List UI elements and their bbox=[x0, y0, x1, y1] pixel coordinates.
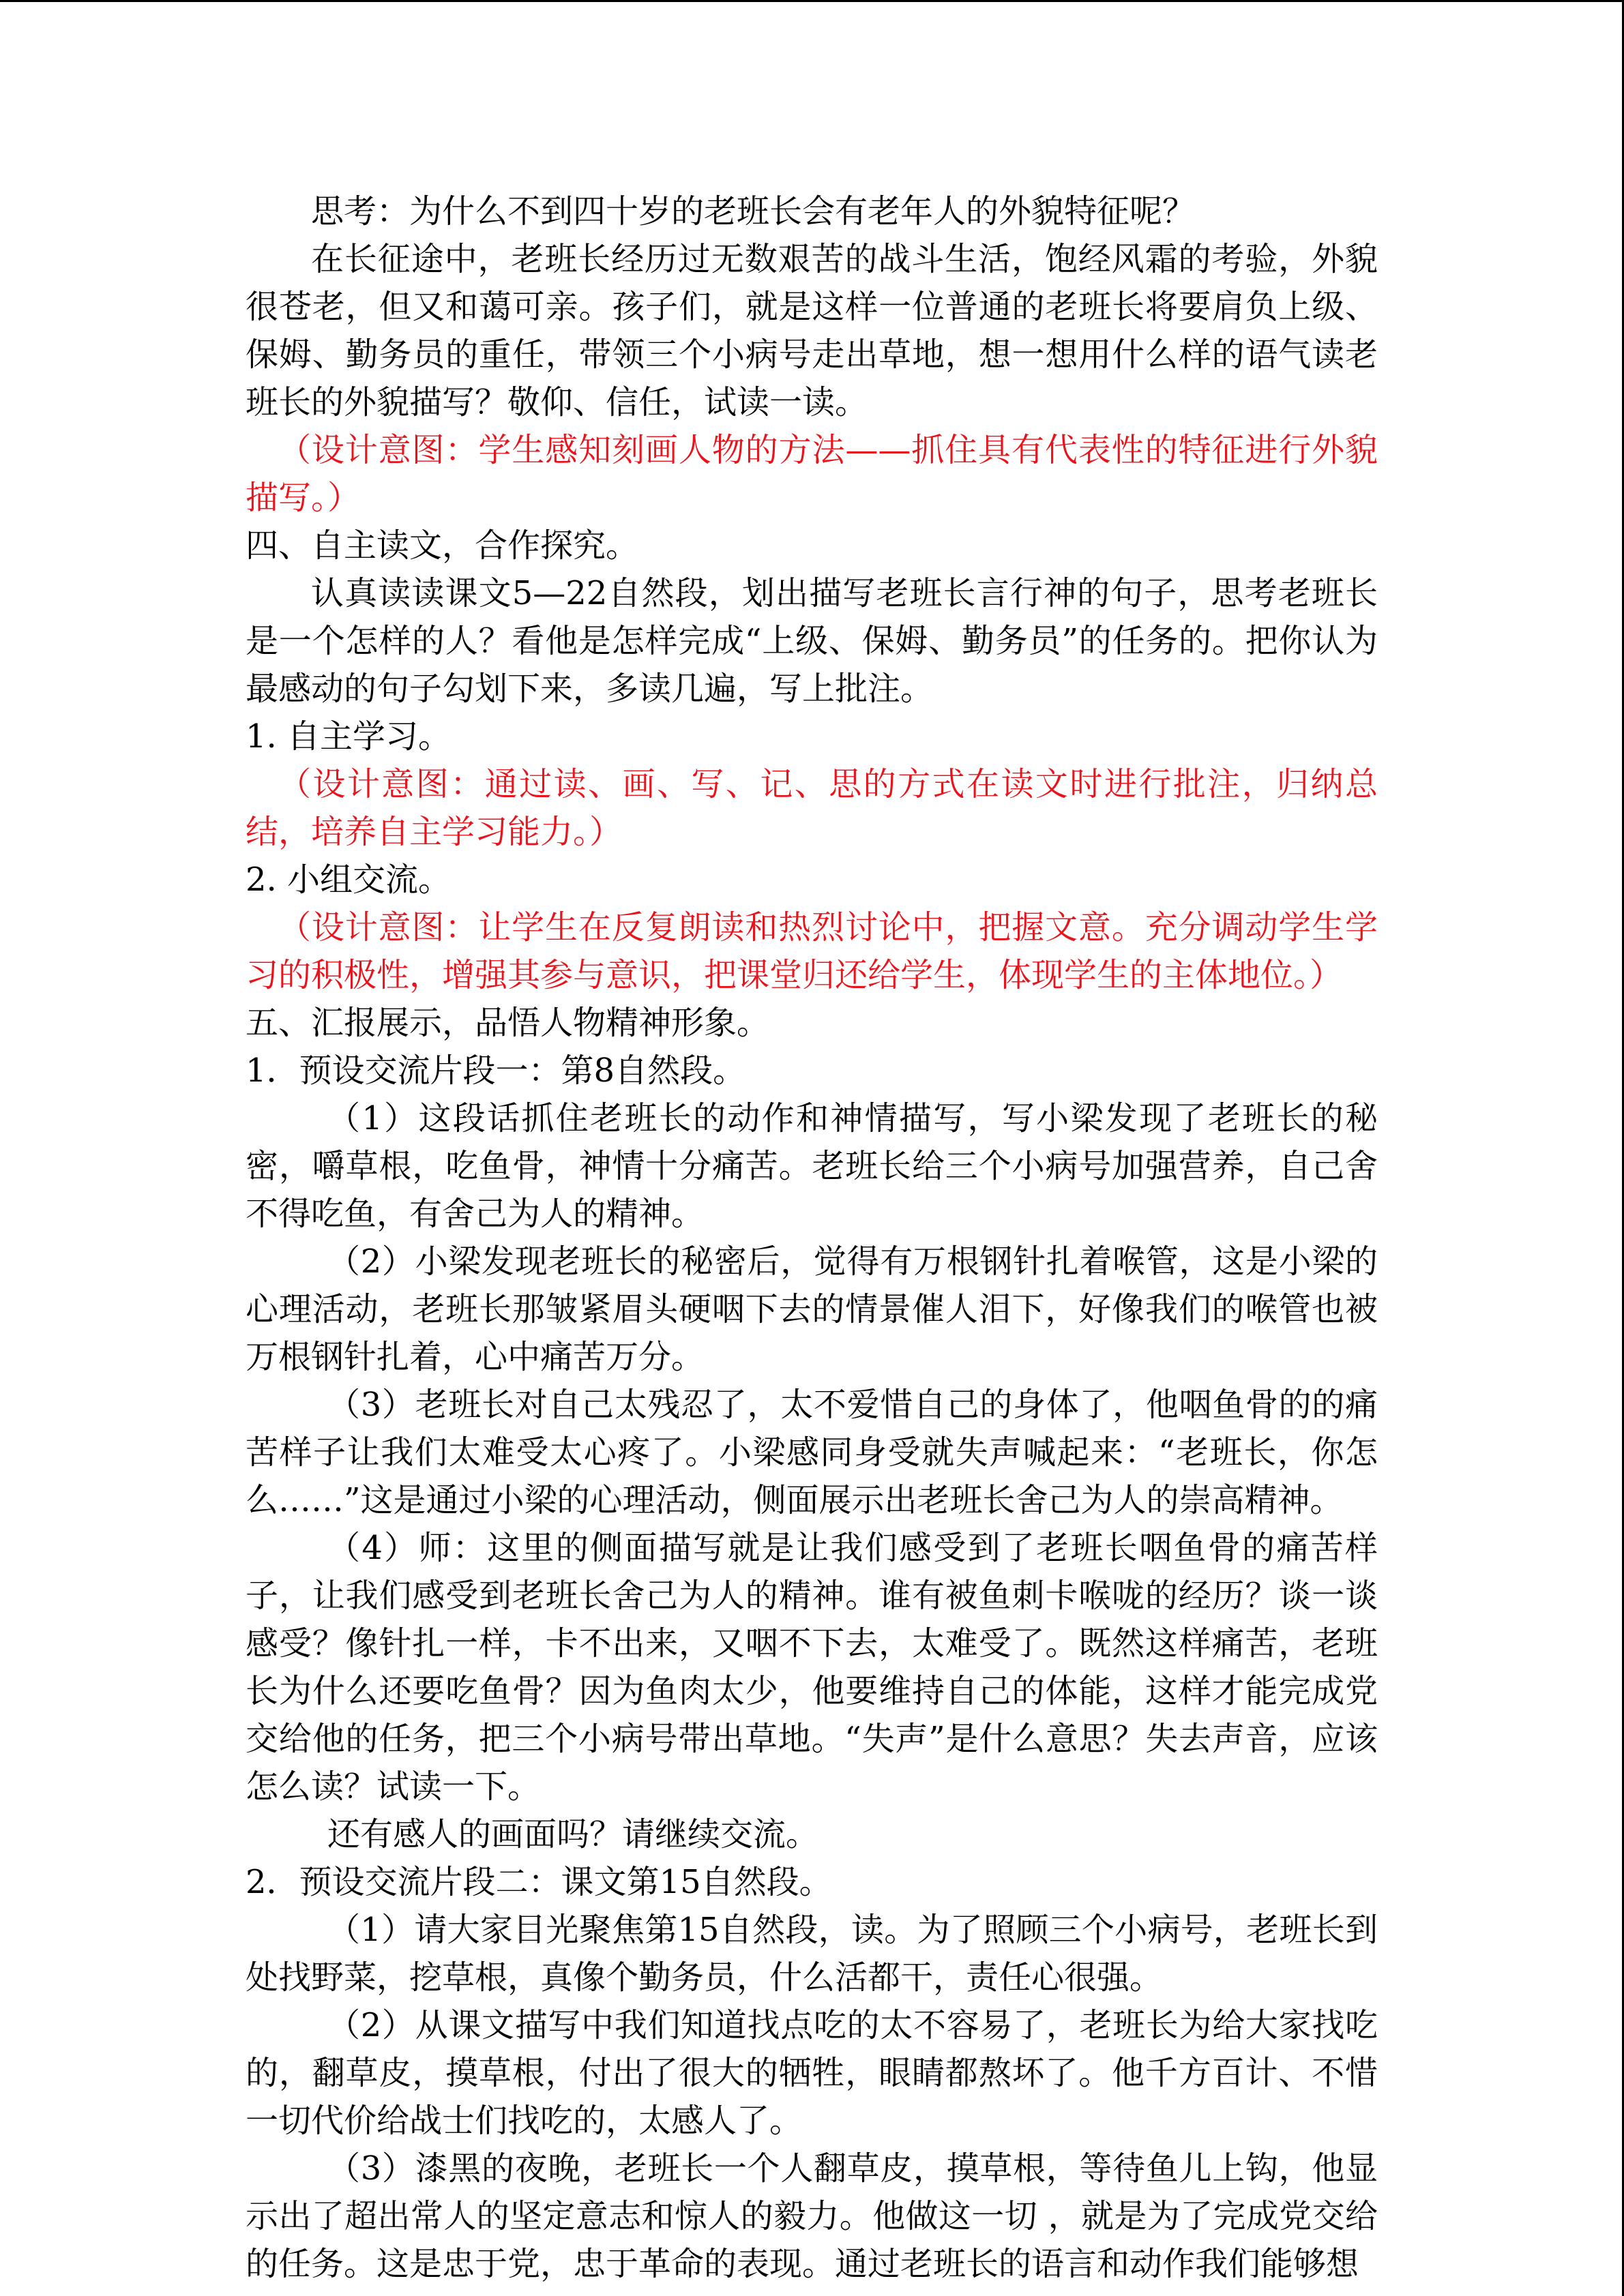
design-intent-note: （设计意图：让学生在反复朗读和热烈讨论中，把握文意。充分调动学生学习的积极性，增强其参与意识，把课堂归还给学生，体现学生的主体地位。） bbox=[246, 908, 1378, 994]
segment-1-point-2: （2）小梁发现老班长的秘密后，觉得有万根钢针扎着喉管，这是小梁的心理活动，老班长那皱紧眉头硬咽下去的情景催人泪下，好像我们的喉管也被万根钢针扎着，心中痛苦万分。 bbox=[246, 1242, 1378, 1376]
segment-2-point-1: （1）请大家目光聚焦第15自然段，读。为了照顾三个小病号，老班长到处找野菜，挖草根，真像个勤务员，什么活都干，责任心很强。 bbox=[246, 1911, 1378, 1997]
design-intent-note: （设计意图：学生感知刻画人物的方法——抓住具有代表性的特征进行外貌描写。） bbox=[246, 431, 1378, 517]
segment-1-heading: 1．预设交流片段一：第8自然段。 bbox=[246, 1052, 746, 1090]
segment-1-point-3: （3）老班长对自己太残忍了，太不爱惜自己的身体了，他咽鱼骨的的痛苦样子让我们太难受太心疼了。小梁感同身受就失声喊起来：“老班长，你怎么……”这是通过小梁的心理活动，侧面展示出老班长舍己为人的崇高精神。 bbox=[246, 1386, 1378, 1519]
paragraph-think-question: 思考：为什么不到四十岁的老班长会有老年人的外貌特征呢？ bbox=[311, 192, 1196, 230]
segment-2-point-2: （2）从课文描写中我们知道找点吃的太不容易了，老班长为给大家找吃的，翻草皮，摸草根，付出了很大的牺牲，眼睛都熬坏了。他千方百计、不惜一切代价给战士们找吃的，太感人了。 bbox=[246, 2006, 1378, 2140]
page-border-top bbox=[0, 0, 1624, 2]
paragraph-appearance: 在长征途中，老班长经历过无数艰苦的战斗生活，饱经风霜的考验，外貌很苍老，但又和蔼可亲。孩子们，就是这样一位普通的老班长将要肩负上级、保姆、勤务员的重任，带领三个小病号走出草地，想一想用什么样的语气读老班长的外貌描写？敬仰、信任，试读一读。 bbox=[246, 240, 1378, 421]
document-page bbox=[246, 188, 1378, 2288]
design-intent-note: （设计意图：通过读、画、写、记、思的方式在读文时进行批注，归纳总结，培养自主学习能力。） bbox=[246, 765, 1378, 851]
segment-1-point-4: （4）师：这里的侧面描写就是让我们感受到了老班长咽鱼骨的痛苦样子，让我们感受到老班长舍己为人的精神。谁有被鱼刺卡喉咙的经历？谈一谈感受？像针扎一样，卡不出来，又咽不下去，太难受了。既然这样痛苦，老班长为什么还要吃鱼骨？因为鱼肉太少，他要维持自己的体能，这样才能完成党交给他的任务，把三个小病号带出草地。“失声”是什么意思？失去声音，应该怎么读？试读一下。 bbox=[246, 1529, 1378, 1806]
paragraph-continue: 还有感人的画面吗？请继续交流。 bbox=[327, 1815, 819, 1853]
step-group-discussion: 2. 小组交流。 bbox=[246, 861, 452, 899]
paragraph-reading-task: 认真读读课文5—22自然段，划出描写老班长言行神的句子，思考老班长是一个怎样的人？看他是怎样完成“上级、保姆、勤务员”的任务的。把你认为最感动的句子勾划下来，多读几遍，写上批注。 bbox=[246, 574, 1378, 708]
segment-2-heading: 2．预设交流片段二：课文第15自然段。 bbox=[246, 1863, 832, 1901]
step-self-study: 1. 自主学习。 bbox=[246, 717, 452, 756]
segment-1-point-1: （1）这段话抓住老班长的动作和神情描写，写小梁发现了老班长的秘密，嚼草根，吃鱼骨，神情十分痛苦。老班长给三个小病号加强营养，自己舍不得吃鱼，有舍己为人的精神。 bbox=[246, 1099, 1378, 1233]
section-heading-5: 五、汇报展示，品悟人物精神形象。 bbox=[246, 1004, 770, 1042]
section-heading-4: 四、自主读文，合作探究。 bbox=[246, 526, 639, 565]
segment-2-point-3: （3）漆黑的夜晚，老班长一个人翻草皮，摸草根，等待鱼儿上钩，他显示出了超出常人的坚定意志和惊人的毅力。他做这一切 ，就是为了完成党交给的任务。这是忠于党，忠于革命的表现。通过老班长的语言和动作我们能够想 bbox=[246, 2149, 1378, 2283]
